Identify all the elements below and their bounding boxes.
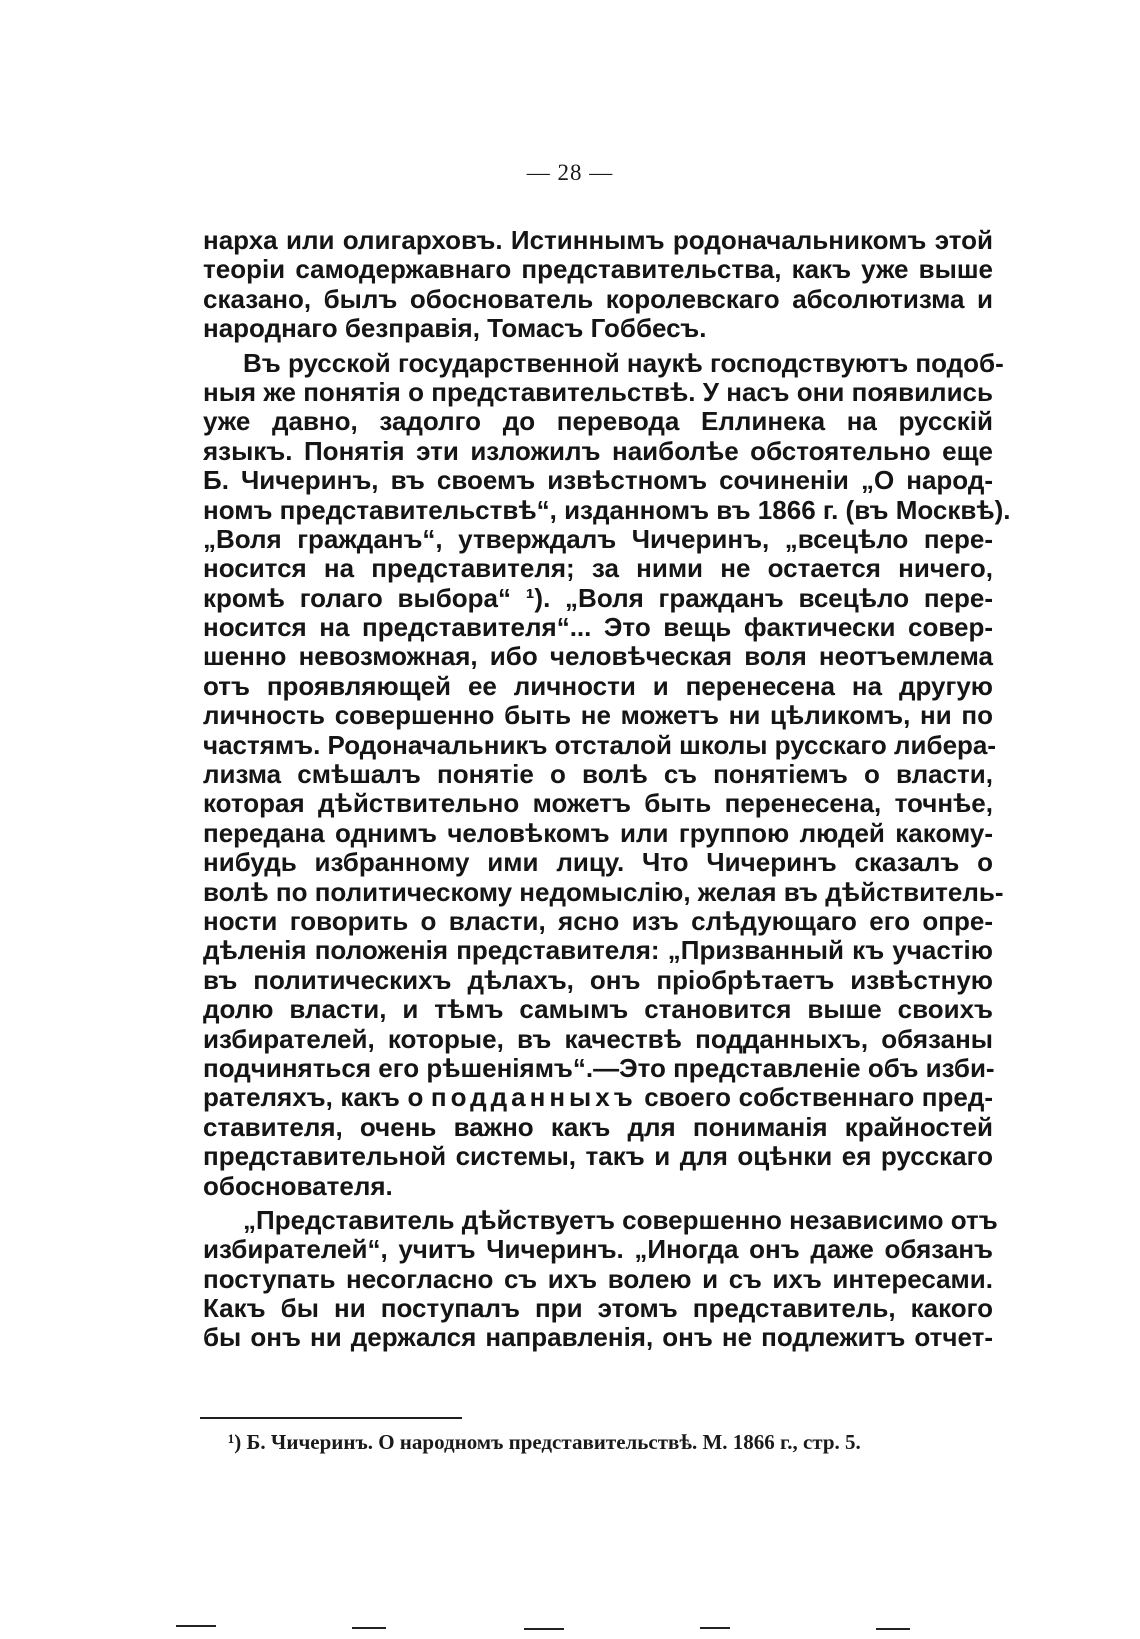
text-line: Б. Чичеринъ, въ своемъ извѣстномъ сочиненіи „О народ-	[203, 465, 993, 496]
text-line: „Представитель дѣйствуетъ совершенно независимо отъ	[243, 1204, 998, 1235]
text-line: языкъ. Понятія эти изложилъ наиболѣе обстоятельно еще	[203, 435, 993, 466]
text-line: поступать несогласно съ ихъ волею и съ ихъ интересами.	[203, 1263, 993, 1294]
text-line: нибудь избранному ими лицу. Что Чичеринъ сказалъ о	[203, 847, 993, 878]
text-line: волѣ по политическому недомыслію, желая въ дѣйствитель-	[203, 876, 1004, 907]
text-line: дѣленія положенія представителя: „Призванный къ участію	[203, 935, 993, 966]
text-line: теоріи самодержавнаго представительства, какъ уже выше	[203, 254, 993, 285]
text-line: представительной системы, такъ и для оцѣнки ея русскаго	[203, 1141, 993, 1172]
text-line: носится на представителя“... Это вещь фактически совер-	[203, 612, 993, 643]
main-text	[203, 225, 1011, 1353]
text-line: лизма смѣшалъ понятіе о волѣ съ понятіемъ о власти,	[203, 759, 993, 790]
text-line: бы онъ ни держался направленія, онъ не подлежитъ отчет-	[203, 1322, 993, 1353]
text-line: сказано, былъ обоснователь королевскаго абсолютизма и	[203, 283, 993, 314]
text-line: шенно невозможная, ибо человѣческая воля неотъемлема	[203, 641, 993, 672]
text-line: избирателей, которые, въ качествѣ подданныхъ, обязаны	[203, 1023, 993, 1054]
text-line: носится на представителя; за ними не остается ничего,	[203, 553, 993, 584]
footnote-marker: ¹)	[228, 1430, 242, 1454]
text-line: нарха или олигарховъ. Истиннымъ родоначальникомъ этой	[203, 225, 993, 255]
footnote	[228, 1430, 861, 1455]
text-line: избирателей“, учитъ Чичеринъ. „Иногда онъ даже обязанъ	[203, 1234, 993, 1265]
text-line: уже давно, задолго до перевода Еллинека на русскій	[203, 406, 993, 437]
text-line: въ политическихъ дѣлахъ, онъ пріобрѣтаетъ извѣстную	[203, 964, 993, 995]
text-fragment: своего собственнаго пред-	[636, 1082, 994, 1113]
footnote-text: Б. Чичеринъ. О народномъ представительствѣ. М. 1866 г., стр. 5.	[246, 1430, 861, 1454]
text-line: обоснователя.	[203, 1170, 393, 1201]
text-line-spaced	[203, 1083, 993, 1112]
text-line: ставителя, очень важно какъ для пониманія крайностей	[203, 1111, 993, 1142]
text-line: подчиняться его рѣшеніямъ“.—Это представленіе объ изби-	[203, 1052, 995, 1083]
page-number: — 28 —	[526, 160, 614, 185]
text-line: отъ проявляющей ее личности и перенесена на другую	[203, 670, 993, 701]
text-line: передана однимъ человѣкомъ или группою людей какому-	[203, 817, 993, 848]
text-line: народнаго безправія, Томасъ Гоббесъ.	[203, 313, 707, 344]
text-line: ности говорить о власти, ясно изъ слѣдующаго его опре-	[203, 905, 993, 936]
footnote-divider	[200, 1417, 462, 1419]
text-line: Какъ бы ни поступалъ при этомъ представитель, какого	[203, 1293, 993, 1324]
text-fragment: рателяхъ, какъ о	[203, 1082, 431, 1113]
text-line: ныя же понятія о представительствѣ. У насъ они появились	[203, 376, 993, 407]
emphasized-word: подданныхъ	[430, 1082, 637, 1113]
text-line: долю власти, и тѣмъ самымъ становится выше своихъ	[203, 994, 993, 1025]
text-line: номъ представительствѣ“, изданномъ въ 1866 г. (въ Москвѣ).	[203, 494, 1011, 525]
text-line: частямъ. Родоначальникъ отсталой школы русскаго либера-	[203, 729, 997, 760]
text-line: кромѣ голаго выбора“ ¹). „Воля гражданъ всецѣло пере-	[203, 582, 993, 613]
text-line: Въ русской государственной наукѣ господствуютъ подоб-	[243, 347, 1004, 378]
text-line: личность совершенно быть не можетъ ни цѣликомъ, ни по	[203, 700, 993, 731]
text-line: „Воля гражданъ“, утверждалъ Чичеринъ, „всецѣло пере-	[203, 523, 993, 554]
text-line: которая дѣйствительно можетъ быть перенесена, точнѣе,	[203, 788, 993, 819]
